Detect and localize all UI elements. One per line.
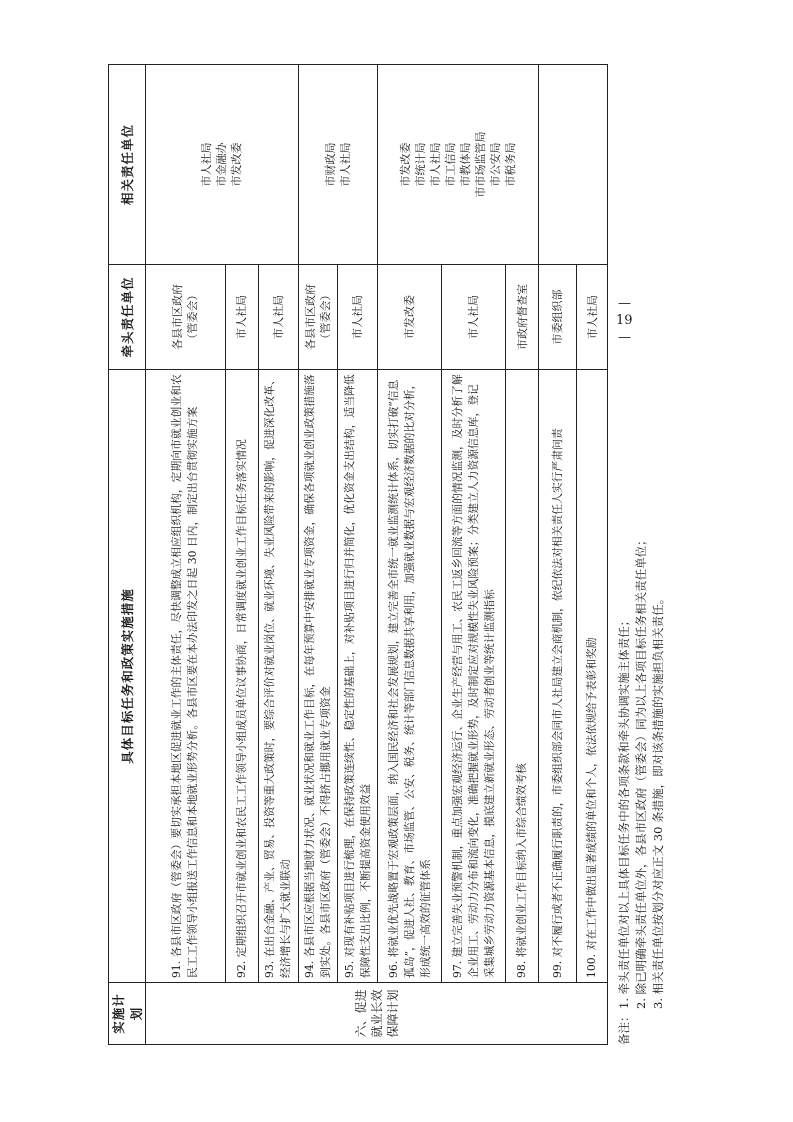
measure-cell: 91. 各县市区政府（管委会）要切实承担本地区促进就业工作的主体责任，尽快调整成立相应组织机构，定期向市就业创业和农民工工作领导小组报送工作信息和本地就业形势分析。各县市区要在本办法印发之日起 30 日内，制定出台贯彻实施方案 [146,370,226,983]
lead-unit: （管委会） [318,289,332,345]
measure-cell: 96. 将就业优先战略置于宏观政策层面，纳入国民经济和社会发展规划，建立完善全市统一就业监测统计体系，切实打破“信息孤岛”，促进人社、教育、市场监管、公安、税务、统计等部门信息数据共享利用，加强就业数据与宏观经济数据的比对分析，形成统一高效的征管体系 [378,370,442,983]
measure-cell: 99. 对不履行或者不正确履行职责的，市委组织部会同市人社局建立会商机制，依纪依法对相关责任人实行严肃问责 [539,370,577,983]
lead-unit-cell [225,265,258,370]
resp-unit-cell [146,65,299,265]
table-row [539,65,577,1045]
resp-unit: 市财政局 [323,142,337,187]
resp-unit: 市金融办 [215,142,229,187]
plan-cell: 六、促进就业长效保障计划 [146,983,608,1045]
lead-unit-cell [577,265,608,370]
lead-unit-cell [146,265,226,370]
header-lead-unit: 牵头责任单位 [109,265,146,370]
resp-unit: 市税务局 [504,142,518,187]
page-number: — 19 — [616,296,633,345]
measure-cell: 98. 将就业创业工作目标纳入市综合绩效考核 [506,370,539,983]
lead-unit-cell [258,265,298,370]
lead-unit: 市政府督查室 [515,284,529,350]
measures-table [108,64,608,1045]
table-header-row [109,65,146,1045]
lead-unit: 市人社局 [585,295,599,339]
resp-unit: 市发改委 [230,142,244,187]
lead-unit: 市人社局 [271,295,285,339]
lead-unit-cell [506,265,539,370]
header-measures: 具体目标任务和政策实施措施 [109,370,146,983]
resp-unit-cell [378,65,539,265]
resp-unit: 市人社局 [200,142,214,187]
lead-unit: 各县市区政府 [303,284,317,350]
measure-cell: 97. 建立完善失业预警机制，重点加强宏观经济运行、企业生产经营与用工、农民工返乡回流等方面的情况监测，及时分析了解企业用工、劳动力分布和流向变化，准确把握就业形势，及时制定应对规模性失业风险预案；分类建立人力资源信息库，登记采集城乡劳动力资源基本信息，摸底建立新就业形态、劳动者创业等统计监测指标 [442,370,506,983]
resp-unit: 市人社局 [429,142,443,187]
lead-unit: 市人社局 [235,295,249,339]
measure-cell: 93. 在出台金融、产业、贸易、投资等重大政策时，要综合评价对就业岗位、就业环境、失业风险带来的影响，促进深化改革、经济增长与扩大就业联动 [258,370,298,983]
notes-label: 备注： [617,1010,631,1045]
resp-unit: 市人社局 [338,142,352,187]
lead-unit-cell [298,265,338,370]
resp-unit-cell [539,65,608,265]
header-plan: 实施计划 [109,983,146,1045]
lead-unit: （管委会） [186,289,200,345]
lead-unit-cell [378,265,442,370]
table-row [298,65,338,1045]
table-body [146,65,608,1045]
measure-cell: 94. 各县市区应根据当地财力状况、就业状况和就业工作目标，在每年预算中安排就业专项资金，确保各项就业创业政策措施落到实处。各县市区政府（管委会）不得挤占挪用就业专项资金 [298,370,338,983]
table-row [146,65,226,1045]
lead-unit: 市发改委 [403,295,417,339]
lead-unit-cell [338,265,378,370]
rotated-page [108,65,665,1045]
resp-unit: 市公安局 [489,142,503,187]
lead-unit: 市人社局 [467,295,481,339]
note-line: 2. 除已明确牵头责任单位外，各县市区政府（管委会）同为以上各项目标任务相关责任单位； [634,534,648,1009]
measure-cell: 100. 对在工作中做出显著成绩的单位和个人，依法依规给予表彰和奖励 [577,370,608,983]
lead-unit: 各县市区政府 [171,284,185,350]
lead-unit-cell [442,265,506,370]
note-line: 3. 相关责任单位按划分对应正文 30 条措施，即对该条措施的实施担负相关责任。 [651,592,665,1009]
measure-cell: 92. 定期组织召开市就业创业和农民工工作领导小组成员单位议事协商，日常调度就业创业工作目标任务落实情况 [225,370,258,983]
header-resp-unit: 相关责任单位 [109,65,146,265]
table-row [378,65,442,1045]
resp-unit: 市统计局 [414,142,428,187]
resp-unit-cell [298,65,378,265]
lead-unit: 市人社局 [351,295,365,339]
lead-unit: 市委组织部 [551,289,565,345]
resp-unit: 市市场监管局 [474,131,488,198]
note-line: 1. 牵头责任单位对以上具体目标任务中的各项条款和牵头协调实施主体责任； [617,614,631,1009]
resp-unit: 市工信局 [444,142,458,187]
measure-cell: 95. 对现有补贴项目进行梳理，在保持政策连续性、稳定性的基础上，对补贴项目进行归并简化，优化资金支出结构，适当降低保障性支出比例，不断提高资金使用效益 [338,370,378,983]
lead-unit-cell [539,265,577,370]
resp-unit: 市发改委 [399,142,413,187]
resp-unit: 市教体局 [459,142,473,187]
